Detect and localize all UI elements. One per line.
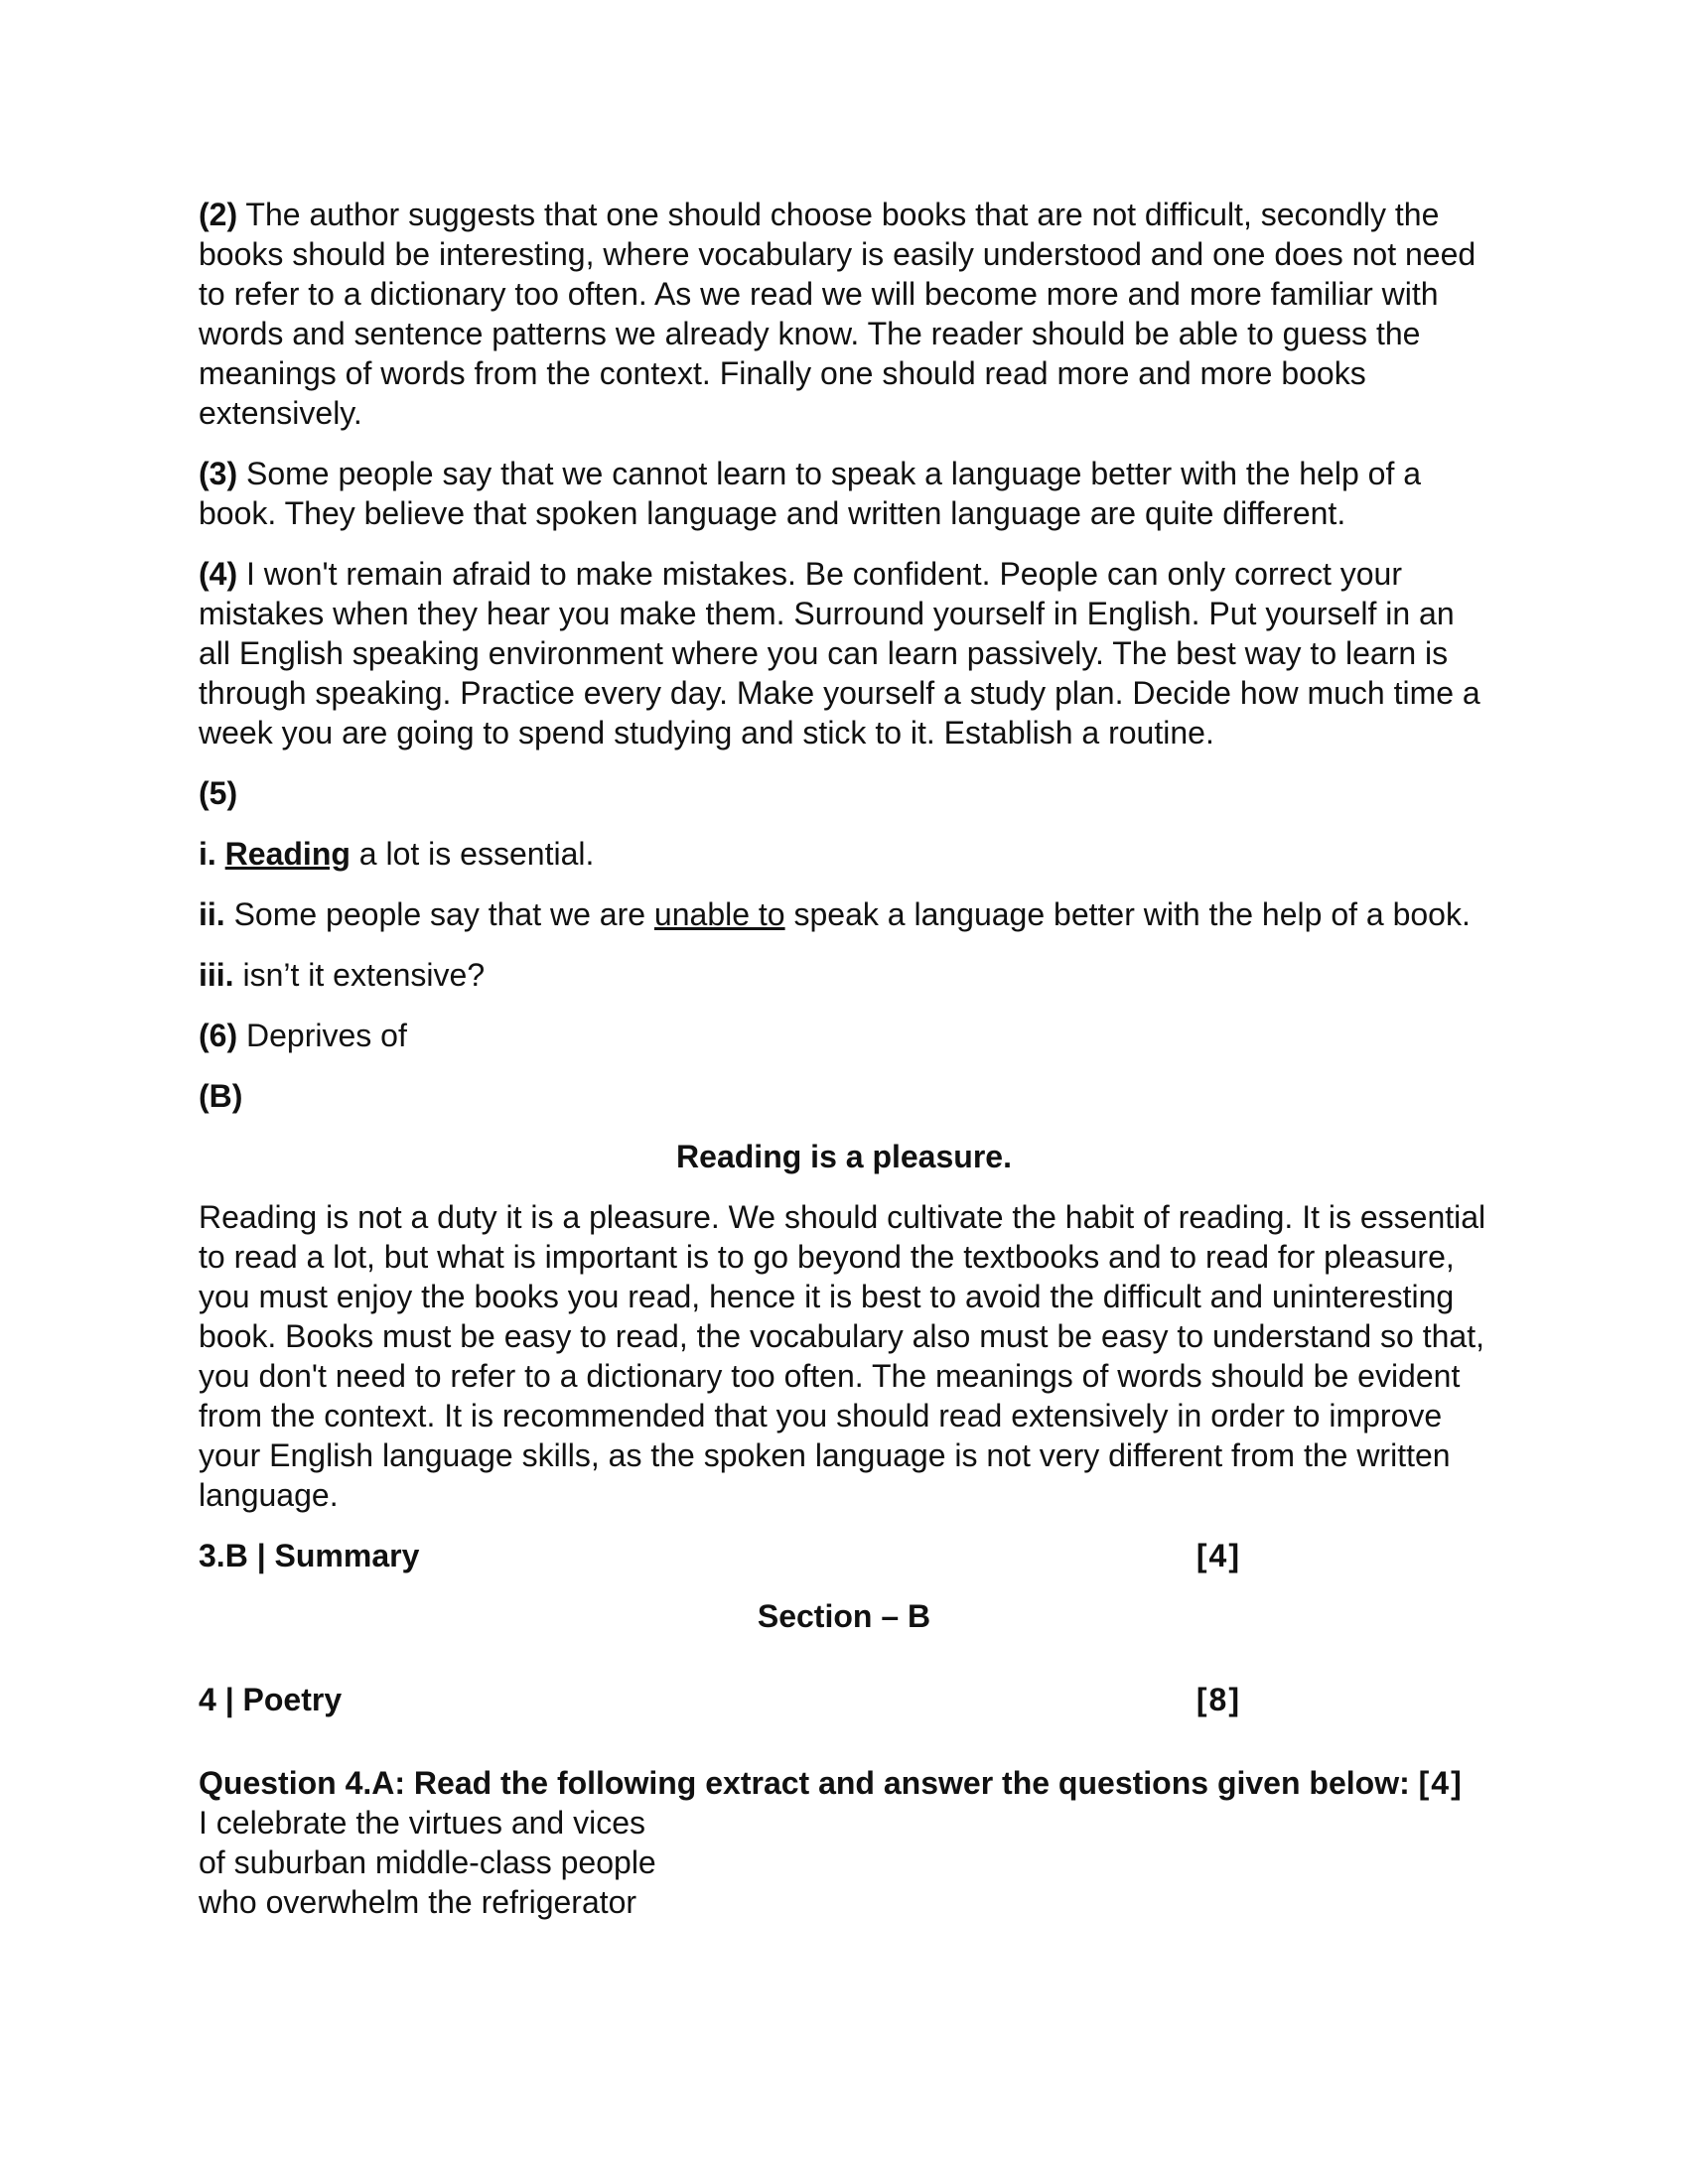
answer-number: (2) xyxy=(199,197,238,232)
answer-5-label xyxy=(199,773,1489,813)
poem-line: of suburban middle-class people xyxy=(199,1844,656,1880)
poetry-label: 4 | Poetry xyxy=(199,1682,343,1717)
summary-heading xyxy=(199,1536,1241,1575)
answer-text: Deprives of xyxy=(237,1018,407,1053)
item-number: iii. xyxy=(199,957,234,993)
summary-label: 3.B | Summary xyxy=(199,1538,420,1573)
underlined-phrase: unable to xyxy=(653,896,785,932)
part-label: (B) xyxy=(199,1078,243,1114)
question-label: Question 4.A: Read the following extract and answer the questions given below: xyxy=(199,1765,1410,1801)
underlined-word: Reading xyxy=(224,836,351,872)
answer-text: Some people say that we cannot learn to speak a language better with the help of a book. They believe that spoken language and written language are quite different. xyxy=(199,456,1422,531)
answer-6 xyxy=(199,1016,1489,1055)
answer-number: (5) xyxy=(199,775,238,811)
answer-5-i xyxy=(199,834,1489,874)
summary-title: Reading is a pleasure. xyxy=(676,1139,1012,1174)
answer-text: The author suggests that one should choose books that are not difficult, secondly the books should be interesting, where vocabulary is easily understood and one does not need to refer to a dictionary too often. As we read we will become more and more familiar with words and sentence patterns we already know. The reader should be able to guess the meanings of words from the context. Finally one should read more and more books extensively. xyxy=(199,197,1477,431)
item-text: isn’t it extensive? xyxy=(233,957,486,993)
answer-5-iii xyxy=(199,955,1489,995)
item-number: i. xyxy=(199,836,216,872)
summary-text: Reading is not a duty it is a pleasure. We should cultivate the habit of reading. It is essential to read a lot, but what is important is to go beyond the textbooks and to read for pleasure, you must enjoy the books you read, hence it is best to avoid the difficult and uninteresting book. Books must be easy to read, the vocabulary also must be easy to understand so that, you don't need to refer to a dictionary too often. The meanings of words should be evident from the context. It is recommended that you should read extensively in order to improve your English language skills, as the spoken language is not very different from the written language. xyxy=(199,1199,1486,1513)
poem-line: I celebrate the virtues and vices xyxy=(199,1805,646,1841)
answer-number: (4) xyxy=(199,556,238,592)
part-b-label xyxy=(199,1076,1489,1116)
answer-3 xyxy=(199,454,1489,533)
item-text: a lot is essential. xyxy=(350,836,595,872)
item-text-post: speak a language better with the help of a book. xyxy=(784,896,1471,932)
document-page xyxy=(199,195,1489,1922)
summary-marks: [4] xyxy=(1196,1538,1241,1573)
answer-2 xyxy=(199,195,1489,433)
poetry-marks: [8] xyxy=(1196,1682,1241,1717)
answer-number: (6) xyxy=(199,1018,238,1053)
question-marks: [4] xyxy=(1418,1765,1464,1801)
answer-text: I won't remain afraid to make mistakes. Be confident. People can only correct your mistakes when they hear you make them. Surround yourself in English. Put yourself in an all English speaking environment where you can learn passively. The best way to learn is through speaking. Practice every day. Make yourself a study plan. Decide how much time a week you are going to spend studying and stick to it. Establish a routine. xyxy=(199,556,1480,751)
answer-number: (3) xyxy=(199,456,238,491)
poem-line: who overwhelm the refrigerator xyxy=(199,1884,637,1920)
poetry-heading xyxy=(199,1680,1241,1719)
item-number: ii. xyxy=(199,896,225,932)
item-text-pre: Some people say that we are xyxy=(224,896,654,932)
question-4a-heading xyxy=(199,1763,1489,1803)
answer-4 xyxy=(199,554,1489,752)
answer-5-ii xyxy=(199,894,1489,934)
section-heading: Section – B xyxy=(757,1598,931,1634)
